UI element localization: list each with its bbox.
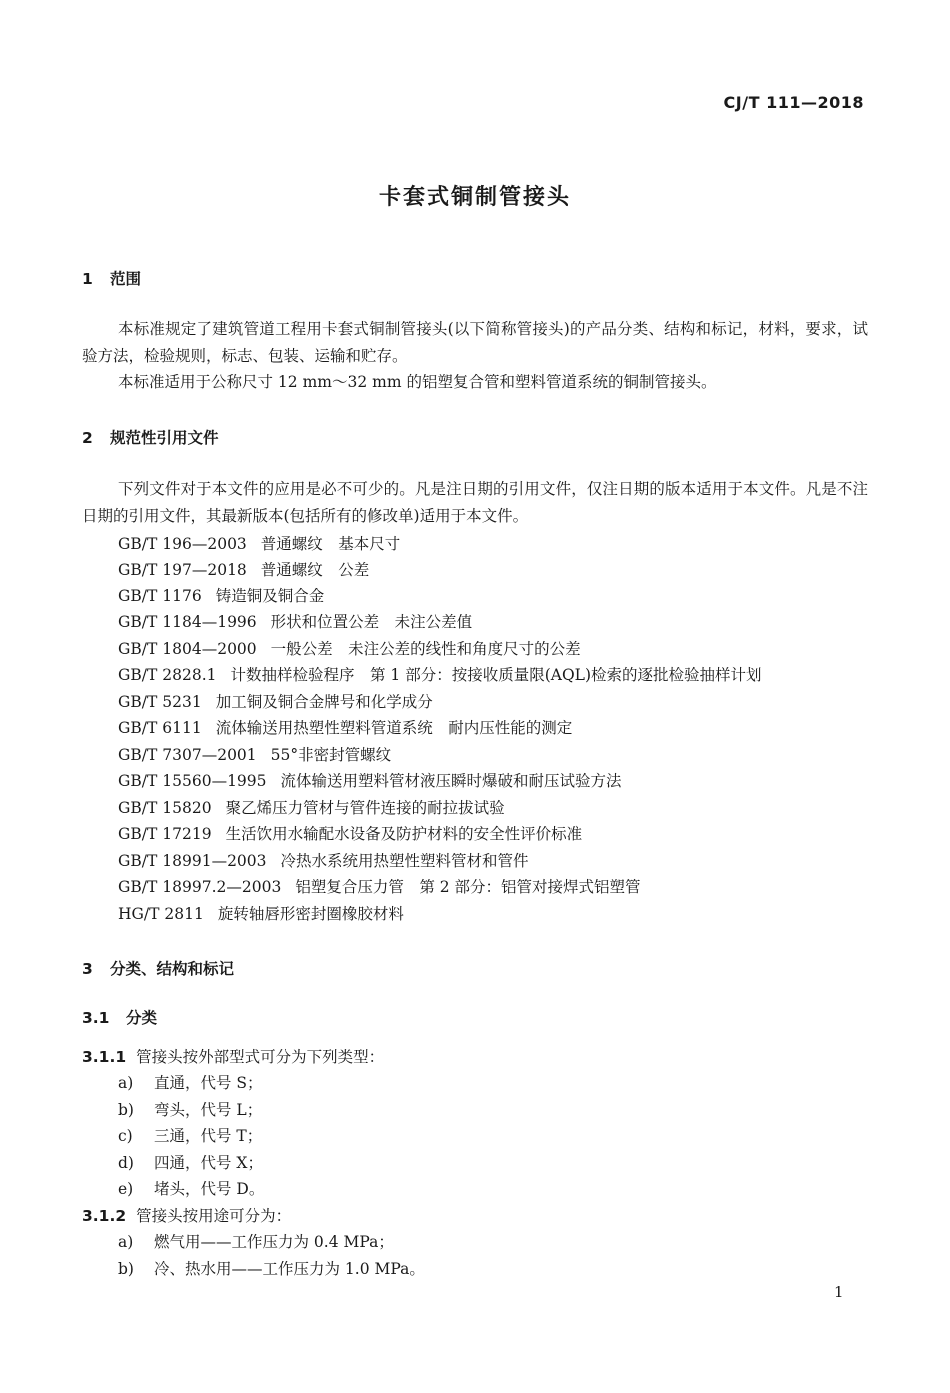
reference-title: 形状和位置公差 未注公差值 — [270, 613, 473, 631]
clause-3-1-1 — [82, 1045, 384, 1067]
standard-code: CJ/T 111—2018 — [723, 93, 864, 112]
reference-code: GB/T 197—2018 — [118, 561, 247, 579]
reference-title: 铸造铜及铜合金 — [215, 587, 325, 605]
list-item — [118, 1071, 263, 1093]
section-number: 1 — [82, 270, 93, 288]
reference-item — [118, 796, 505, 818]
reference-code: GB/T 5231 — [118, 693, 202, 711]
section-heading-normative — [82, 426, 219, 448]
reference-code: GB/T 18991—2003 — [118, 852, 267, 870]
reference-item — [118, 532, 400, 554]
list-item — [118, 1257, 425, 1279]
section-number: 2 — [82, 429, 93, 447]
list-text: 堵头，代号 D。 — [154, 1180, 265, 1198]
section-title: 范围 — [110, 270, 142, 288]
subsection-number: 3.1 — [82, 1009, 110, 1027]
list-text: 弯头，代号 L； — [154, 1101, 263, 1119]
reference-title: 加工铜及铜合金牌号和化学成分 — [215, 693, 433, 711]
section-heading-classification — [82, 957, 234, 979]
list-marker: b) — [118, 1260, 134, 1278]
list-text: 直通，代号 S； — [154, 1074, 263, 1092]
reference-title: 流体输送用热塑性塑料管道系统 耐内压性能的测定 — [215, 719, 573, 737]
reference-title: 聚乙烯压力管材与管件连接的耐拉拔试验 — [225, 799, 505, 817]
reference-code: GB/T 2828.1 — [118, 666, 217, 684]
list-marker: a) — [118, 1233, 134, 1251]
reference-code: GB/T 7307—2001 — [118, 746, 257, 764]
list-marker: e) — [118, 1180, 134, 1198]
reference-code: GB/T 196—2003 — [118, 535, 247, 553]
section-title: 分类、结构和标记 — [110, 960, 235, 978]
section-title: 规范性引用文件 — [110, 429, 219, 447]
scope-paragraph-2: 本标准适用于公称尺寸 12 mm～32 mm 的铝塑复合管和塑料管道系统的铜制管接头。 — [118, 373, 717, 391]
clause-number: 3.1.2 — [82, 1207, 127, 1225]
reference-title: 55°非密封管螺纹 — [270, 746, 392, 764]
clause-text: 管接头按用途可分为： — [136, 1207, 292, 1225]
list-item — [118, 1124, 262, 1146]
scope-paragraph-1: 本标准规定了建筑管道工程用卡套式铜制管接头(以下简称管接头)的产品分类、结构和标记，材料，要求，试验方法，检验规则，标志、包装、运输和贮存。 — [82, 320, 868, 365]
section-heading-scope — [82, 267, 141, 289]
reference-title: 一般公差 未注公差的线性和角度尺寸的公差 — [270, 640, 581, 658]
clause-text: 管接头按外部型式可分为下列类型： — [136, 1048, 385, 1066]
list-marker: b) — [118, 1101, 134, 1119]
list-marker: d) — [118, 1154, 134, 1172]
reference-item — [118, 743, 391, 765]
list-text: 冷、热水用——工作压力为 1.0 MPa。 — [154, 1260, 425, 1278]
reference-title: 冷热水系统用热塑性塑料管材和管件 — [280, 852, 529, 870]
reference-title: 计数抽样检验程序 第 1 部分：按接收质量限(AQL)检索的逐批检验抽样计划 — [230, 666, 762, 684]
list-item — [118, 1098, 262, 1120]
reference-code: GB/T 18997.2—2003 — [118, 878, 282, 896]
reference-title: 铝塑复合压力管 第 2 部分：铝管对接焊式铝塑管 — [295, 878, 641, 896]
reference-item — [118, 663, 762, 685]
normative-intro: 下列文件对于本文件的应用是必不可少的。凡是注日期的引用文件，仅注日期的版本适用于本文件。凡是不注日期的引用文件，其最新版本(包括所有的修改单)适用于本文件。 — [82, 480, 868, 525]
list-marker: c) — [118, 1127, 133, 1145]
reference-item — [118, 610, 472, 632]
reference-item — [118, 849, 529, 871]
reference-item — [118, 558, 369, 580]
reference-title: 普通螺纹 基本尺寸 — [260, 535, 401, 553]
reference-item — [118, 690, 433, 712]
subsection-title: 分类 — [126, 1009, 158, 1027]
reference-code: GB/T 1176 — [118, 587, 202, 605]
document-title: 卡套式铜制管接头 — [378, 185, 571, 210]
reference-title: 流体输送用塑料管材液压瞬时爆破和耐压试验方法 — [280, 772, 622, 790]
list-marker: a) — [118, 1074, 134, 1092]
list-text: 燃气用——工作压力为 0.4 MPa； — [154, 1233, 394, 1251]
list-item — [118, 1151, 263, 1173]
reference-item — [118, 822, 582, 844]
reference-title: 生活饮用水输配水设备及防护材料的安全性评价标准 — [225, 825, 583, 843]
subsection-heading — [82, 1006, 157, 1028]
reference-code: GB/T 1184—1996 — [118, 613, 257, 631]
reference-code: GB/T 15820 — [118, 799, 212, 817]
list-text: 三通，代号 T； — [154, 1127, 263, 1145]
reference-title: 旋转轴唇形密封圈橡胶材料 — [217, 905, 404, 923]
reference-item — [118, 769, 622, 791]
reference-title: 普通螺纹 公差 — [260, 561, 370, 579]
section-number: 3 — [82, 960, 93, 978]
reference-item — [118, 902, 404, 924]
clause-3-1-2 — [82, 1204, 291, 1226]
page-number: 1 — [834, 1283, 844, 1301]
reference-item — [118, 716, 572, 738]
reference-code: GB/T 1804—2000 — [118, 640, 257, 658]
reference-code: HG/T 2811 — [118, 905, 204, 923]
reference-item — [118, 584, 324, 606]
list-item — [118, 1230, 394, 1252]
clause-number: 3.1.1 — [82, 1048, 127, 1066]
reference-item — [118, 875, 641, 897]
list-text: 四通，代号 X； — [154, 1154, 263, 1172]
reference-item — [118, 637, 581, 659]
reference-code: GB/T 17219 — [118, 825, 212, 843]
reference-code: GB/T 15560—1995 — [118, 772, 267, 790]
reference-code: GB/T 6111 — [118, 719, 202, 737]
list-item — [118, 1177, 264, 1199]
